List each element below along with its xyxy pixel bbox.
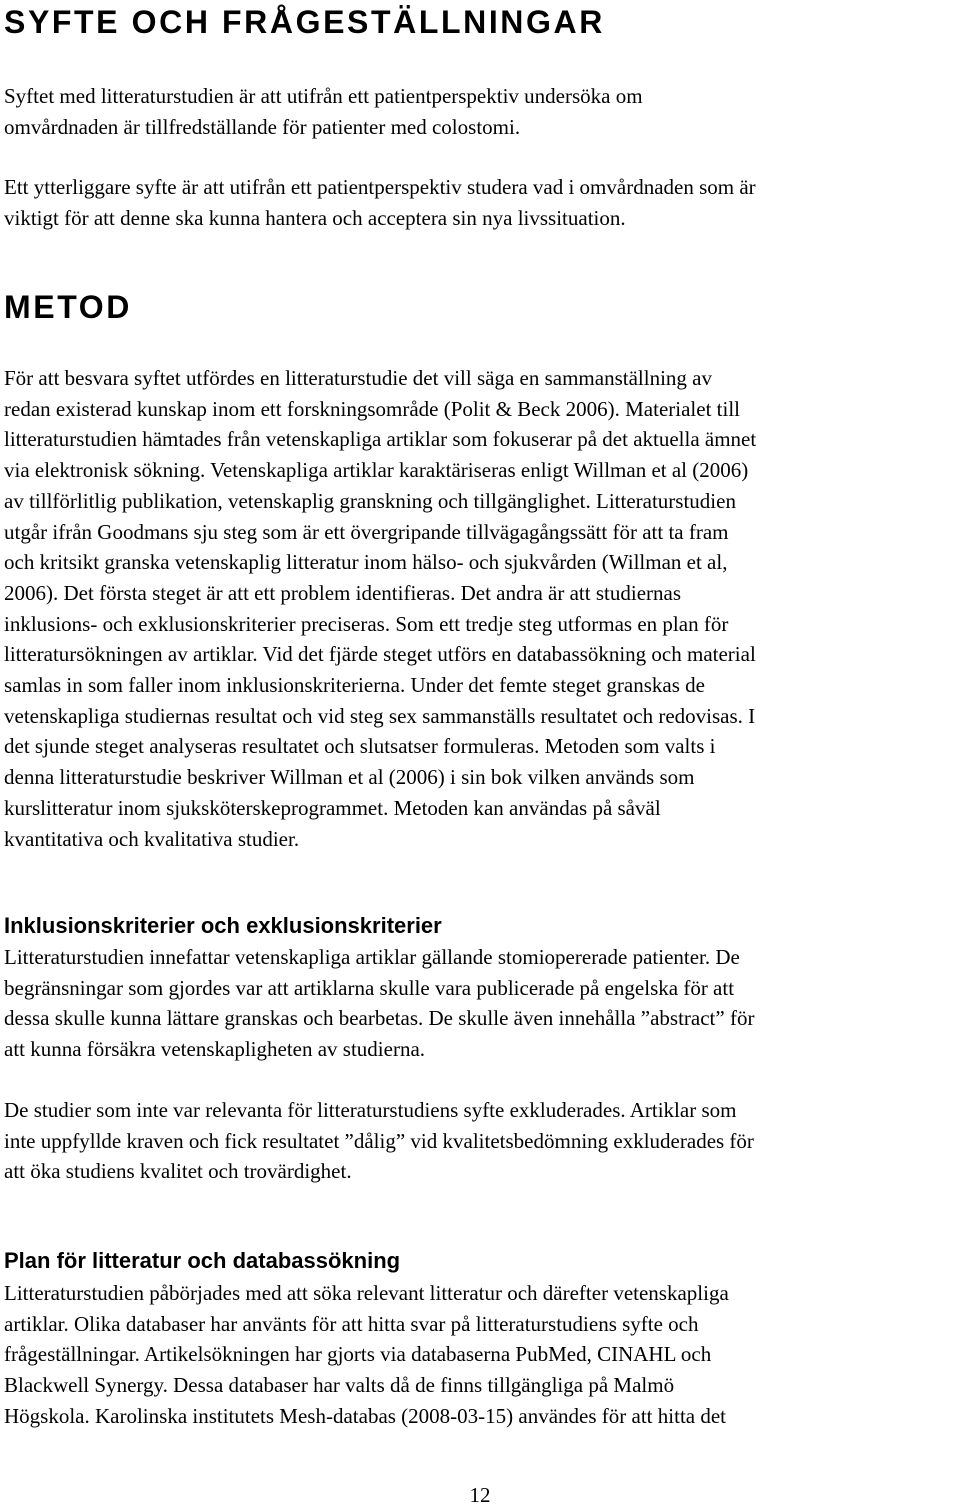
page-number: 12 [469, 1483, 491, 1507]
text-line: frågeställningar. Artikelsökningen har gjorts via databaserna PubMed, CINAHL och [4, 1342, 712, 1367]
text-line: kurslitteratur inom sjuksköterskeprogrammet. Metoden kan användas på såväl [4, 795, 661, 820]
paragraph-inklusion-1 [4, 942, 956, 1065]
text-line: Litteraturstudien påbörjades med att söka relevant litteratur och därefter vetenskapliga [4, 1281, 729, 1305]
heading-plan-litteratur: Plan för litteratur och databassökning [4, 1248, 401, 1273]
text-line: redan existerad kunskap inom ett forskningsområde (Polit & Beck 2006). Materialet till [4, 396, 740, 421]
heading-inklusionskriterier: Inklusionskriterier och exklusionskriterier [4, 913, 442, 938]
text-line: det sjunde steget analyseras resultatet och slutsatser formuleras. Metoden som valts i [4, 734, 716, 759]
text-line: att öka studiens kvalitet och trovärdighet. [4, 1159, 352, 1184]
text-line: Syftet med litteraturstudien är att utifrån ett patientperspektiv undersöka om [4, 84, 643, 108]
text-line: samlas in som faller inom inklusionskriterierna. Under det femte steget granskas de [4, 673, 705, 698]
text-line: litteratursökningen av artiklar. Vid det fjärde steget utförs en databassökning och material [4, 642, 756, 667]
text-line: vetenskapliga studiernas resultat och vid steg sex sammanställs resultatet och redovisas. I [4, 703, 756, 728]
paragraph-syfte-2 [4, 172, 956, 233]
text-line: inte uppfyllde kraven och fick resultatet ”dålig” vid kvalitetsbedömning exkluderades för [4, 1128, 754, 1153]
text-line: 2006). Det första steget är att ett problem identifieras. Det andra är att studiernas [4, 580, 682, 605]
text-line: omvårdnaden är tillfredställande för patienter med colostomi. [4, 114, 521, 139]
text-line: och kritsikt granska vetenskaplig litteratur inom hälso- och sjukvården (Willman et al, [4, 550, 728, 575]
heading-syfte: SYFTE OCH FRÅGESTÄLLNINGAR [4, 4, 605, 40]
text-line: dessa skulle kunna lättare granskas och bearbetas. De skulle även innehålla ”abstract” för [4, 1006, 755, 1031]
text-line: begränsningar som gjordes var att artiklarna skulle vara publicerade på engelska för att [4, 975, 735, 1000]
text-line: kvantitativa och kvalitativa studier. [4, 826, 300, 851]
text-line: via elektronisk sökning. Vetenskapliga artiklar karaktäriseras enligt Willman et al (2006) [4, 458, 749, 483]
text-line: denna litteraturstudie beskriver Willman et al (2006) i sin bok vilken används som [4, 765, 695, 790]
paragraph-syfte-1 [4, 81, 956, 142]
text-line: utgår ifrån Goodmans sju steg som är ett övergripande tillvägagångssätt för att ta fram [4, 519, 729, 544]
text-line: För att besvara syftet utfördes en litteraturstudie det vill säga en sammanställning av [4, 366, 712, 390]
text-line: litteraturstudien hämtades från vetenskapliga artiklar som fokuserar på det aktuella ämnet [4, 427, 757, 452]
text-line: av tillförlitlig publikation, vetenskaplig granskning och tillgänglighet. Litteraturstudien [4, 488, 736, 513]
text-line: De studier som inte var relevanta för litteraturstudiens syfte exkluderades. Artiklar som [4, 1098, 737, 1122]
heading-metod: METOD [4, 289, 132, 325]
paragraph-plan [4, 1278, 956, 1432]
paragraph-inklusion-2 [4, 1095, 956, 1187]
text-line: viktigt för att denne ska kunna hantera och acceptera sin nya livssituation. [4, 205, 626, 230]
text-line: att kunna försäkra vetenskapligheten av studierna. [4, 1037, 426, 1062]
text-line: Litteraturstudien innefattar vetenskapliga artiklar gällande stomiopererade patienter. De [4, 945, 740, 969]
paragraph-metod [4, 363, 956, 854]
text-line: inklusions- och exklusionskriterier preciseras. Som ett tredje steg utformas en plan för [4, 611, 729, 636]
text-line: Högskola. Karolinska institutets Mesh-databas (2008-03-15) användes för att hitta det [4, 1403, 726, 1428]
text-line: Blackwell Synergy. Dessa databaser har valts då de finns tillgängliga på Malmö [4, 1373, 675, 1398]
text-line: artiklar. Olika databaser har använts för att hitta svar på litteraturstudiens syfte och [4, 1311, 699, 1336]
text-line: Ett ytterliggare syfte är att utifrån ett patientperspektiv studera vad i omvårdnaden som är [4, 175, 756, 199]
